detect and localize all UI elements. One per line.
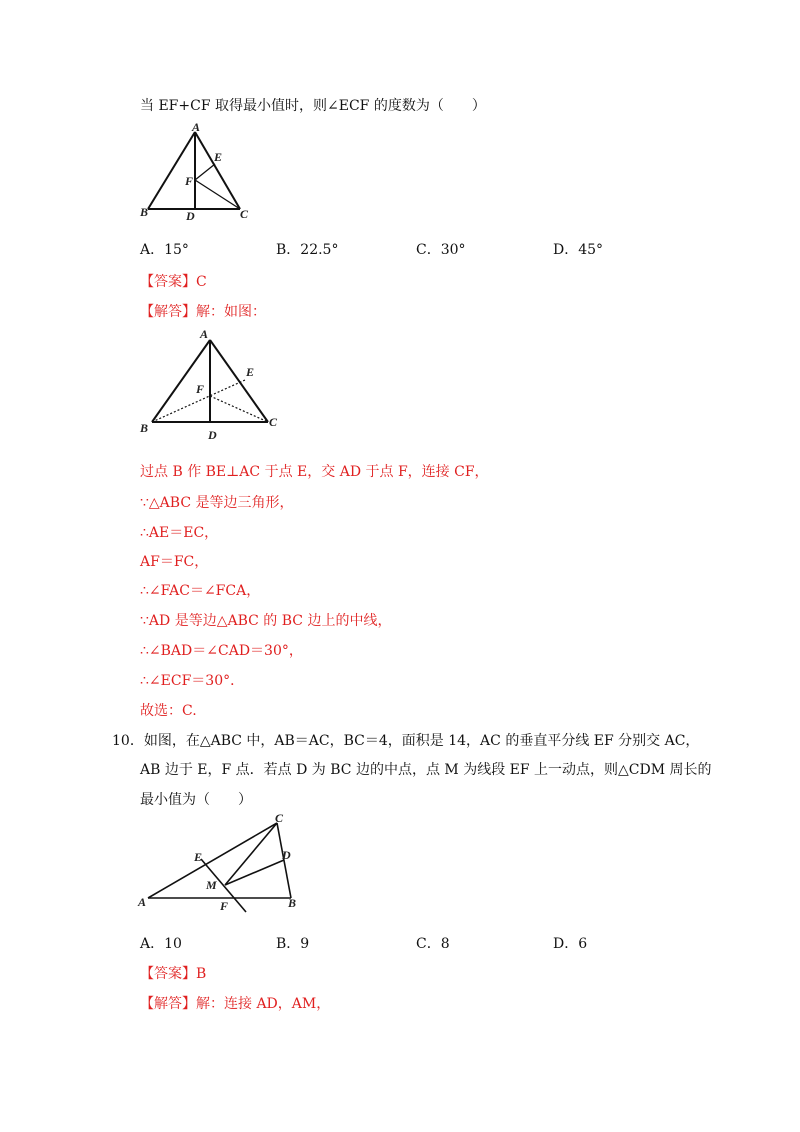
q9-solution-line-1: 过点 B 作 BE⊥AC 于点 E，交 AD 于点 F，连接 CF， xyxy=(140,464,489,480)
q10-option-a: A．10 xyxy=(140,936,182,952)
fig2-label-e: E xyxy=(246,365,255,379)
q9-solution-line-6: ∵AD 是等边△ABC 的 BC 边上的中线， xyxy=(140,613,392,629)
q10-solution-head: 【解答】解：连接 AD，AM， xyxy=(140,996,331,1012)
q9-option-d: D．45° xyxy=(553,242,604,258)
q10-answer: 【答案】B xyxy=(140,966,207,982)
q9-option-a: A．15° xyxy=(140,242,189,258)
fig2-label-c: C xyxy=(269,415,278,429)
q9-solution-line-7: ∴∠BAD＝∠CAD＝30°， xyxy=(140,643,303,659)
q9-solution-line-4: AF＝FC， xyxy=(140,554,209,570)
q9-solution-head: 【解答】解：如图： xyxy=(140,304,266,320)
q9-figure-2 xyxy=(138,326,288,448)
q10-option-c: C．8 xyxy=(416,936,450,952)
fig2-label-f: F xyxy=(196,382,205,396)
fig3-label-d: D xyxy=(282,848,291,862)
fig1-label-d: D xyxy=(186,209,195,222)
fig3-label-c: C xyxy=(275,812,284,825)
q10-stem-line-1: 10．如图，在△ABC 中，AB＝AC，BC＝4，面积是 14，AC 的垂直平分线 EF 分别交 AC， xyxy=(112,733,700,749)
q9-option-c: C．30° xyxy=(416,242,466,258)
fig2-label-d: D xyxy=(208,428,217,442)
fig1-label-e: E xyxy=(214,150,223,164)
fig3-label-m: M xyxy=(206,878,217,892)
fig2-label-a: A xyxy=(200,327,209,341)
q9-solution-line-9: 故选：C. xyxy=(140,703,197,719)
fig3-label-e: E xyxy=(194,850,203,864)
fig2-label-b: B xyxy=(140,421,149,435)
q9-option-b: B．22.5° xyxy=(276,242,339,258)
q9-solution-line-5: ∴∠FAC＝∠FCA， xyxy=(140,583,261,599)
q10-stem-line-3: 最小值为（ ） xyxy=(140,792,252,808)
q9-solution-line-2: ∵△ABC 是等边三角形， xyxy=(140,495,294,511)
q10-option-d: D．6 xyxy=(553,936,588,952)
fig3-label-b: B xyxy=(288,896,297,910)
fig3-label-f: F xyxy=(220,899,229,913)
q10-figure xyxy=(136,812,311,918)
fig1-label-c: C xyxy=(240,207,249,221)
fig1-label-a: A xyxy=(192,122,201,134)
fig3-label-a: A xyxy=(138,895,147,909)
q9-figure-1 xyxy=(138,122,258,226)
q9-answer: 【答案】C xyxy=(140,274,207,290)
q9-solution-line-8: ∴∠ECF＝30°． xyxy=(140,673,245,689)
q10-stem-line-2: AB 边于 E，F 点．若点 D 为 BC 边的中点，点 M 为线段 EF 上一动点，则△CDM 周长的 xyxy=(140,762,712,778)
q9-solution-line-3: ∴AE＝EC， xyxy=(140,525,219,541)
q10-option-b: B．9 xyxy=(276,936,310,952)
fig1-label-f: F xyxy=(185,174,194,188)
fig1-label-b: B xyxy=(140,205,149,219)
q9-stem-tail: 当 EF+CF 取得最小值时，则∠ECF 的度数为（ ） xyxy=(140,98,486,114)
